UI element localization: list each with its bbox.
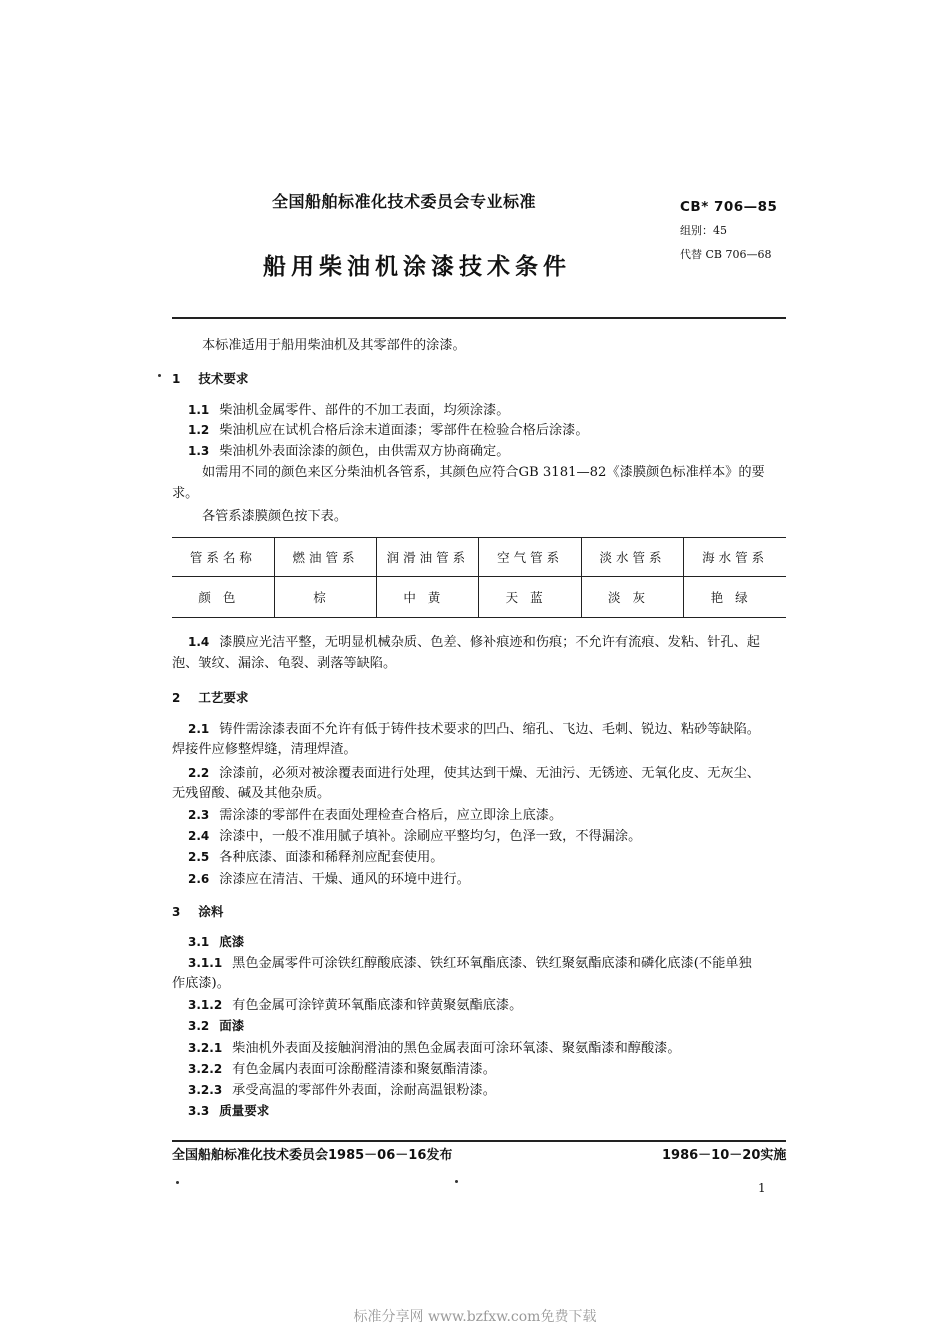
clause-number: 2.5 bbox=[188, 850, 210, 864]
subsection-title: 质量要求 bbox=[219, 1103, 270, 1118]
header-air: 空气管系 bbox=[479, 538, 581, 577]
clause-text: 柴油机外表面及接触润滑油的黑色金属表面可涂环氧漆、聚氨酯漆和醇酸漆。 bbox=[232, 1041, 681, 1056]
clause-text: 承受高温的零部件外表面，涂耐高温银粉漆。 bbox=[232, 1083, 496, 1098]
header-fuel-oil: 燃油管系 bbox=[274, 538, 376, 577]
color-reference-paragraph-cont: 求。 bbox=[172, 486, 199, 501]
section-number: 3 bbox=[172, 905, 181, 919]
clause-text: 黑色金属零件可涂铁红醇酸底漆、铁红环氧酯底漆、铁红聚氨酯底漆和磷化底漆(不能单独 bbox=[232, 956, 752, 971]
issue-date: 全国船舶标准化技术委员会1985－06－16发布 bbox=[172, 1148, 453, 1163]
scan-speck bbox=[158, 374, 161, 377]
color-sea-water: 艳绿 bbox=[684, 577, 786, 618]
watermark: 标准分享网 www.bzfxw.com免费下载 bbox=[353, 1309, 597, 1325]
subsection-title: 底漆 bbox=[219, 934, 245, 949]
clause-1-1 bbox=[188, 401, 788, 420]
subsection-3-3 bbox=[188, 1102, 788, 1121]
clause-number: 3.2.2 bbox=[188, 1062, 223, 1076]
section-number: 1 bbox=[172, 372, 181, 386]
clause-2-4 bbox=[188, 827, 788, 846]
clause-number: 2.4 bbox=[188, 829, 210, 843]
clause-text: 涂漆中，一般不准用腻子填补。涂刷应平整均匀，色泽一致，不得漏涂。 bbox=[219, 829, 642, 844]
clause-text: 有色金属内表面可涂酚醛清漆和聚氨酯清漆。 bbox=[232, 1062, 496, 1077]
clause-number: 3.3 bbox=[188, 1104, 210, 1118]
clause-number: 3.1 bbox=[188, 935, 210, 949]
clause-number: 1.1 bbox=[188, 403, 210, 417]
header-rule bbox=[172, 317, 786, 319]
clause-number: 2.6 bbox=[188, 872, 210, 886]
clause-number: 3.2.1 bbox=[188, 1041, 223, 1055]
clause-1-3 bbox=[188, 442, 788, 461]
pipe-color-table bbox=[172, 537, 786, 618]
scan-speck bbox=[455, 1180, 458, 1183]
clause-text: 各种底漆、面漆和稀释剂应配套使用。 bbox=[219, 850, 444, 865]
clause-text: 漆膜应光洁平整，无明显机械杂质、色差、修补痕迹和伤痕；不允许有流痕、发粘、针孔、起 bbox=[219, 635, 760, 650]
clause-number: 2.1 bbox=[188, 722, 210, 736]
clause-text: 有色金属可涂锌黄环氧酯底漆和锌黄聚氨酯底漆。 bbox=[232, 998, 523, 1013]
section-number: 2 bbox=[172, 691, 181, 705]
section-title: 技术要求 bbox=[198, 371, 249, 386]
clause-3-2-3 bbox=[188, 1081, 788, 1100]
footer-rule bbox=[172, 1140, 786, 1142]
standard-code: CB* 706—85 bbox=[680, 199, 778, 215]
clause-3-2-1 bbox=[188, 1039, 788, 1058]
header-fresh-water: 淡水管系 bbox=[581, 538, 683, 577]
color-fresh-water: 淡灰 bbox=[581, 577, 683, 618]
clause-text: 柴油机应在试机合格后涂末道面漆；零部件在检验合格后涂漆。 bbox=[219, 423, 589, 438]
document-title: 船用柴油机涂漆技术条件 bbox=[263, 254, 571, 280]
clause-text: 涂漆前，必须对被涂覆表面进行处理，使其达到干燥、无油污、无锈迹、无氧化皮、无灰尘、 bbox=[219, 766, 760, 781]
scan-speck bbox=[176, 1181, 179, 1184]
clause-text: 柴油机金属零件、部件的不加工表面，均须涂漆。 bbox=[219, 403, 510, 418]
color-reference-paragraph: 如需用不同的颜色来区分柴油机各管系，其颜色应符合GB 3181—82《漆膜颜色标准样本》的要 bbox=[202, 465, 765, 480]
section-1-heading bbox=[172, 370, 786, 389]
clause-number: 1.4 bbox=[188, 635, 210, 649]
page-number: 1 bbox=[758, 1181, 766, 1195]
clause-2-1-cont: 焊接件应修整焊缝，清理焊渣。 bbox=[172, 742, 357, 757]
subsection-title: 面漆 bbox=[219, 1018, 245, 1033]
header-sea-water: 海水管系 bbox=[684, 538, 786, 577]
clause-number: 1.3 bbox=[188, 444, 210, 458]
clause-text: 需涂漆的零部件在表面处理检查合格后，应立即涂上底漆。 bbox=[219, 808, 563, 823]
scope-paragraph: 本标准适用于船用柴油机及其零部件的涂漆。 bbox=[202, 338, 466, 353]
row-label-color: 颜色 bbox=[172, 577, 274, 618]
clause-2-6 bbox=[188, 870, 788, 889]
subsection-3-1 bbox=[188, 933, 788, 952]
clause-2-2 bbox=[188, 764, 788, 783]
clause-number: 3.1.1 bbox=[188, 956, 223, 970]
group-number: 组别：45 bbox=[680, 224, 727, 237]
clause-1-2 bbox=[188, 421, 788, 440]
clause-text: 柴油机外表面涂漆的颜色，由供需双方协商确定。 bbox=[219, 444, 510, 459]
clause-2-3 bbox=[188, 806, 788, 825]
clause-number: 3.1.2 bbox=[188, 998, 223, 1012]
clause-number: 3.2 bbox=[188, 1019, 210, 1033]
replaces-standard: 代替 CB 706—68 bbox=[680, 248, 772, 261]
clause-3-1-2 bbox=[188, 996, 788, 1015]
clause-3-2-2 bbox=[188, 1060, 788, 1079]
clause-number: 1.2 bbox=[188, 423, 210, 437]
clause-2-1 bbox=[188, 720, 788, 739]
clause-1-4-cont: 泡、皱纹、漏涂、龟裂、剥落等缺陷。 bbox=[172, 656, 397, 671]
header-lube-oil: 润滑油管系 bbox=[377, 538, 479, 577]
clause-text: 涂漆应在清洁、干燥、通风的环境中进行。 bbox=[219, 872, 470, 887]
clause-text: 铸件需涂漆表面不允许有低于铸件技术要求的凹凸、缩孔、飞边、毛刺、锐边、粘砂等缺陷。 bbox=[219, 722, 760, 737]
section-2-heading bbox=[172, 689, 786, 708]
clause-1-4 bbox=[188, 633, 788, 652]
table-intro: 各管系漆膜颜色按下表。 bbox=[202, 509, 348, 524]
clause-number: 2.2 bbox=[188, 766, 210, 780]
clause-2-2-cont: 无残留酸、碱及其他杂质。 bbox=[172, 786, 331, 801]
clause-number: 3.2.3 bbox=[188, 1083, 223, 1097]
section-title: 涂料 bbox=[198, 904, 224, 919]
section-title: 工艺要求 bbox=[198, 690, 249, 705]
clause-3-1-1 bbox=[188, 954, 788, 973]
color-lube-oil: 中黄 bbox=[377, 577, 479, 618]
subsection-3-2 bbox=[188, 1017, 788, 1036]
issuing-committee: 全国船舶标准化技术委员会专业标准 bbox=[272, 192, 537, 211]
color-fuel-oil: 棕 bbox=[274, 577, 376, 618]
clause-3-1-1-cont: 作底漆)。 bbox=[172, 976, 230, 991]
section-3-heading bbox=[172, 903, 786, 922]
color-air: 天蓝 bbox=[479, 577, 581, 618]
effective-date: 1986－10－20实施 bbox=[662, 1148, 787, 1163]
clause-number: 2.3 bbox=[188, 808, 210, 822]
clause-2-5 bbox=[188, 848, 788, 867]
header-pipe-system: 管系名称 bbox=[172, 538, 274, 577]
